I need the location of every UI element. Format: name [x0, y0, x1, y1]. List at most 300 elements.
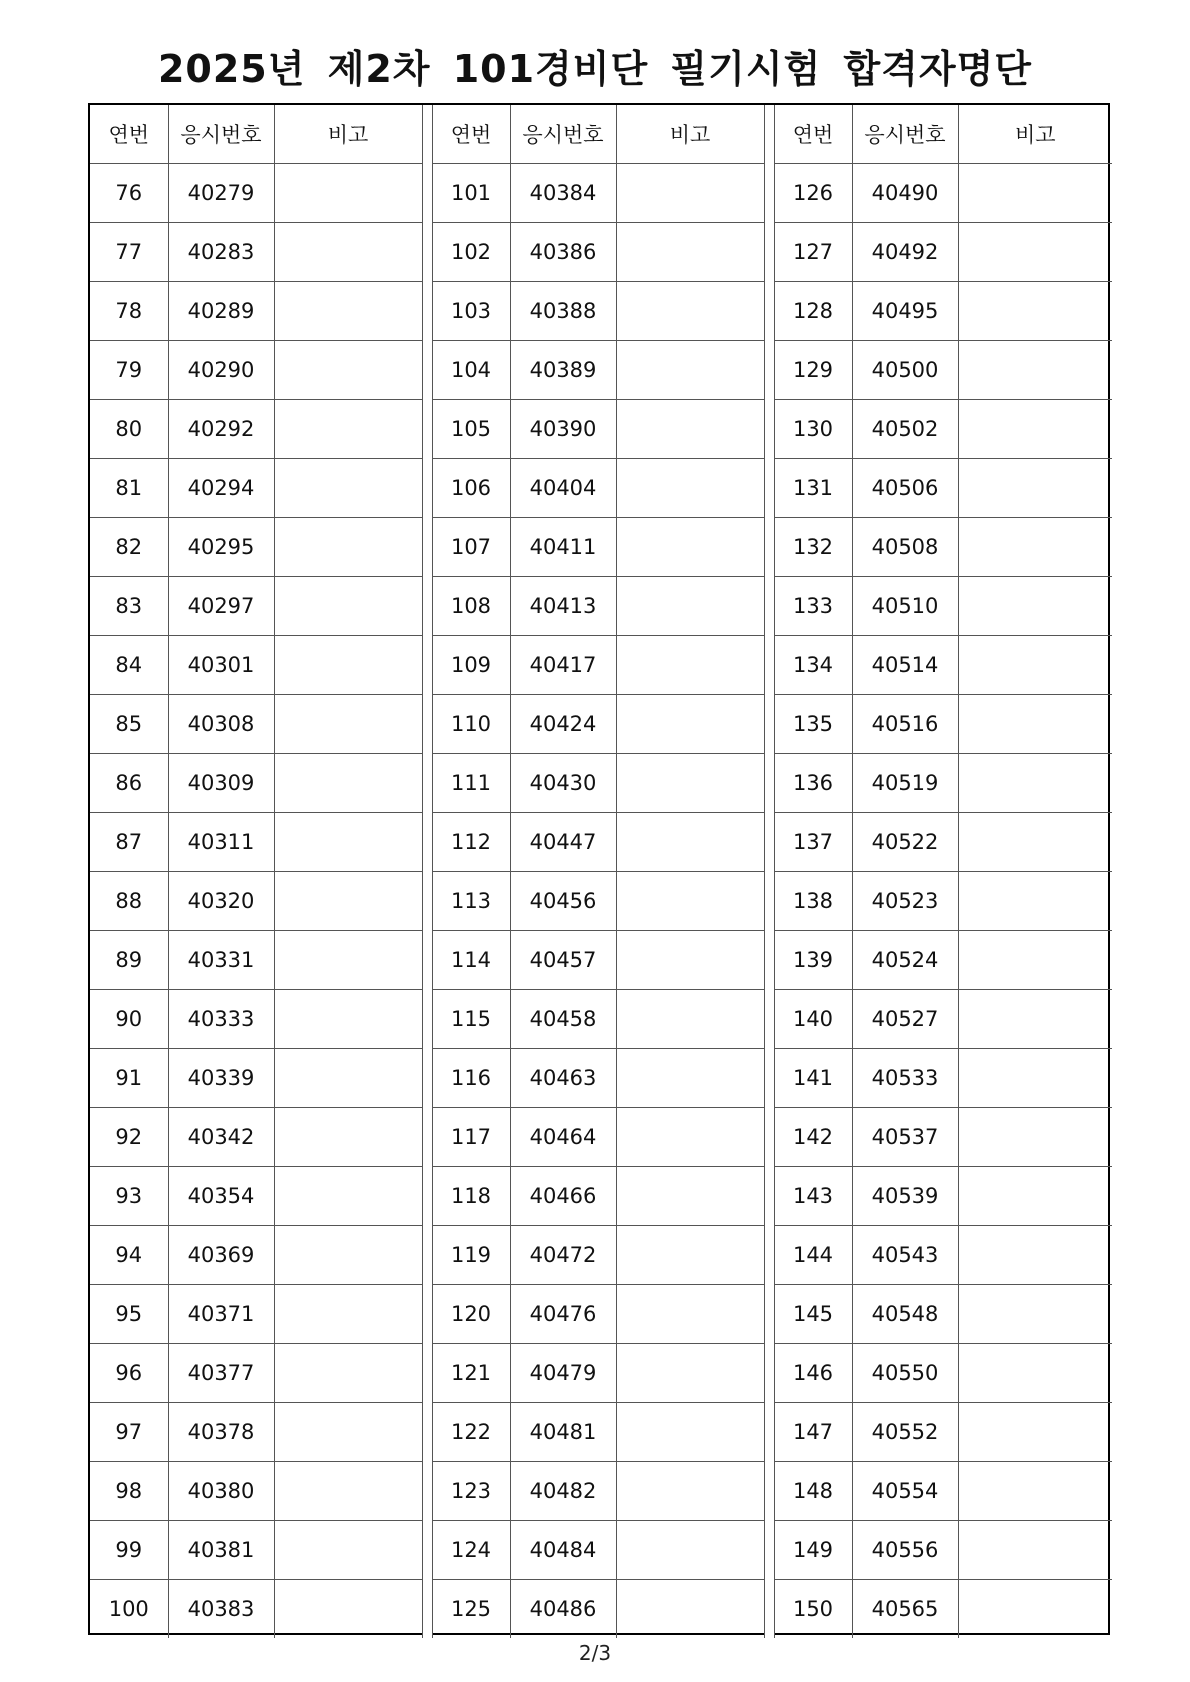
column-separator [422, 459, 432, 518]
cell-seq: 135 [774, 695, 852, 754]
cell-note [616, 931, 764, 990]
table-row [90, 813, 1112, 872]
cell-note [958, 1167, 1112, 1226]
cell-seq: 81 [90, 459, 168, 518]
cell-seq: 112 [432, 813, 510, 872]
cell-seq: 137 [774, 813, 852, 872]
cell-exam-no: 40537 [852, 1108, 958, 1167]
cell-exam-no: 40533 [852, 1049, 958, 1108]
cell-exam-no: 40519 [852, 754, 958, 813]
cell-seq: 82 [90, 518, 168, 577]
cell-note [274, 164, 422, 223]
column-separator [422, 695, 432, 754]
cell-seq: 150 [774, 1580, 852, 1639]
cell-exam-no: 40495 [852, 282, 958, 341]
cell-seq: 90 [90, 990, 168, 1049]
column-separator [422, 872, 432, 931]
cell-seq: 131 [774, 459, 852, 518]
cell-seq: 92 [90, 1108, 168, 1167]
cell-exam-no: 40378 [168, 1403, 274, 1462]
column-separator [764, 518, 774, 577]
cell-exam-no: 40331 [168, 931, 274, 990]
cell-exam-no: 40380 [168, 1462, 274, 1521]
cell-exam-no: 40479 [510, 1344, 616, 1403]
cell-note [958, 1403, 1112, 1462]
cell-seq: 140 [774, 990, 852, 1049]
column-separator [422, 223, 432, 282]
cell-exam-no: 40447 [510, 813, 616, 872]
column-separator [422, 1403, 432, 1462]
cell-seq: 126 [774, 164, 852, 223]
cell-note [616, 1049, 764, 1108]
cell-note [616, 1285, 764, 1344]
cell-note [958, 1521, 1112, 1580]
table-row [90, 1167, 1112, 1226]
table-row [90, 1226, 1112, 1285]
cell-note [274, 990, 422, 1049]
cell-exam-no: 40354 [168, 1167, 274, 1226]
cell-note [274, 400, 422, 459]
cell-seq: 115 [432, 990, 510, 1049]
cell-note [274, 1344, 422, 1403]
cell-exam-no: 40508 [852, 518, 958, 577]
cell-seq: 123 [432, 1462, 510, 1521]
table-row [90, 1462, 1112, 1521]
cell-exam-no: 40301 [168, 636, 274, 695]
cell-note [274, 1521, 422, 1580]
cell-seq: 87 [90, 813, 168, 872]
cell-note [616, 1580, 764, 1639]
cell-note [274, 1226, 422, 1285]
table-row [90, 282, 1112, 341]
cell-exam-no: 40308 [168, 695, 274, 754]
column-separator [764, 1580, 774, 1639]
cell-note [616, 1403, 764, 1462]
column-separator [422, 164, 432, 223]
cell-seq: 98 [90, 1462, 168, 1521]
cell-note [616, 636, 764, 695]
column-separator [422, 1167, 432, 1226]
column-separator [422, 341, 432, 400]
cell-seq: 85 [90, 695, 168, 754]
cell-seq: 109 [432, 636, 510, 695]
cell-note [958, 872, 1112, 931]
cell-exam-no: 40556 [852, 1521, 958, 1580]
cell-exam-no: 40523 [852, 872, 958, 931]
cell-note [958, 1226, 1112, 1285]
cell-note [616, 754, 764, 813]
cell-seq: 96 [90, 1344, 168, 1403]
table-row [90, 1285, 1112, 1344]
column-separator [422, 754, 432, 813]
cell-exam-no: 40289 [168, 282, 274, 341]
cell-exam-no: 40548 [852, 1285, 958, 1344]
cell-seq: 121 [432, 1344, 510, 1403]
cell-note [616, 1462, 764, 1521]
cell-exam-no: 40522 [852, 813, 958, 872]
cell-seq: 78 [90, 282, 168, 341]
column-separator [764, 1049, 774, 1108]
cell-note [958, 164, 1112, 223]
column-separator [764, 105, 774, 164]
cell-seq: 94 [90, 1226, 168, 1285]
cell-exam-no: 40295 [168, 518, 274, 577]
cell-seq: 107 [432, 518, 510, 577]
column-separator [422, 400, 432, 459]
cell-note [274, 636, 422, 695]
column-separator [422, 813, 432, 872]
cell-exam-no: 40386 [510, 223, 616, 282]
cell-seq: 91 [90, 1049, 168, 1108]
column-separator [764, 1167, 774, 1226]
cell-exam-no: 40294 [168, 459, 274, 518]
cell-seq: 89 [90, 931, 168, 990]
page-title: 2025년 제2차 101경비단 필기시험 합격자명단 [157, 47, 1033, 91]
pass-list-sheet [88, 103, 1110, 1635]
column-separator [422, 518, 432, 577]
cell-note [616, 1108, 764, 1167]
cell-note [274, 1285, 422, 1344]
column-separator [764, 813, 774, 872]
cell-exam-no: 40369 [168, 1226, 274, 1285]
header-exam-no: 응시번호 [510, 105, 616, 164]
cell-exam-no: 40311 [168, 813, 274, 872]
cell-note [958, 813, 1112, 872]
column-separator [764, 1285, 774, 1344]
table-row [90, 400, 1112, 459]
column-separator [764, 1521, 774, 1580]
cell-exam-no: 40524 [852, 931, 958, 990]
cell-note [616, 1521, 764, 1580]
table-row [90, 1049, 1112, 1108]
cell-note [958, 754, 1112, 813]
table-row [90, 577, 1112, 636]
cell-exam-no: 40333 [168, 990, 274, 1049]
cell-note [274, 223, 422, 282]
cell-note [274, 695, 422, 754]
cell-exam-no: 40371 [168, 1285, 274, 1344]
cell-seq: 132 [774, 518, 852, 577]
cell-note [958, 1049, 1112, 1108]
cell-note [616, 164, 764, 223]
cell-seq: 117 [432, 1108, 510, 1167]
table-row [90, 695, 1112, 754]
cell-seq: 84 [90, 636, 168, 695]
cell-note [958, 341, 1112, 400]
cell-seq: 97 [90, 1403, 168, 1462]
cell-seq: 86 [90, 754, 168, 813]
cell-seq: 138 [774, 872, 852, 931]
cell-exam-no: 40484 [510, 1521, 616, 1580]
cell-exam-no: 40490 [852, 164, 958, 223]
column-separator [422, 105, 432, 164]
column-separator [764, 636, 774, 695]
column-separator [422, 1226, 432, 1285]
cell-seq: 79 [90, 341, 168, 400]
cell-note [958, 400, 1112, 459]
cell-note [616, 990, 764, 1049]
table-row [90, 518, 1112, 577]
column-separator [764, 341, 774, 400]
cell-note [616, 1344, 764, 1403]
header-seq: 연번 [432, 105, 510, 164]
cell-note [958, 990, 1112, 1049]
cell-exam-no: 40290 [168, 341, 274, 400]
column-separator [764, 223, 774, 282]
cell-seq: 95 [90, 1285, 168, 1344]
cell-exam-no: 40486 [510, 1580, 616, 1639]
column-separator [422, 1580, 432, 1639]
table-row [90, 990, 1112, 1049]
cell-seq: 128 [774, 282, 852, 341]
cell-exam-no: 40458 [510, 990, 616, 1049]
cell-note [616, 459, 764, 518]
header-seq: 연번 [774, 105, 852, 164]
cell-exam-no: 40424 [510, 695, 616, 754]
cell-exam-no: 40320 [168, 872, 274, 931]
cell-exam-no: 40472 [510, 1226, 616, 1285]
column-separator [764, 282, 774, 341]
cell-seq: 136 [774, 754, 852, 813]
cell-seq: 114 [432, 931, 510, 990]
cell-exam-no: 40482 [510, 1462, 616, 1521]
cell-exam-no: 40292 [168, 400, 274, 459]
column-separator [422, 577, 432, 636]
cell-note [274, 1403, 422, 1462]
cell-note [616, 400, 764, 459]
cell-exam-no: 40464 [510, 1108, 616, 1167]
page-number: 2/3 [578, 1641, 612, 1665]
cell-exam-no: 40492 [852, 223, 958, 282]
column-separator [764, 164, 774, 223]
table-row [90, 223, 1112, 282]
cell-seq: 134 [774, 636, 852, 695]
column-separator [764, 754, 774, 813]
cell-seq: 147 [774, 1403, 852, 1462]
cell-exam-no: 40404 [510, 459, 616, 518]
cell-seq: 111 [432, 754, 510, 813]
cell-exam-no: 40283 [168, 223, 274, 282]
cell-exam-no: 40527 [852, 990, 958, 1049]
column-separator [422, 1049, 432, 1108]
header-exam-no: 응시번호 [168, 105, 274, 164]
cell-seq: 129 [774, 341, 852, 400]
cell-note [958, 1344, 1112, 1403]
column-separator [764, 459, 774, 518]
cell-seq: 80 [90, 400, 168, 459]
table-row [90, 636, 1112, 695]
header-row [90, 105, 1112, 164]
table-row [90, 1344, 1112, 1403]
column-separator [764, 1344, 774, 1403]
cell-note [616, 282, 764, 341]
column-separator [764, 695, 774, 754]
cell-seq: 143 [774, 1167, 852, 1226]
cell-seq: 76 [90, 164, 168, 223]
column-separator [422, 1344, 432, 1403]
cell-seq: 110 [432, 695, 510, 754]
cell-seq: 102 [432, 223, 510, 282]
column-separator [764, 400, 774, 459]
cell-seq: 148 [774, 1462, 852, 1521]
cell-exam-no: 40430 [510, 754, 616, 813]
cell-note [958, 282, 1112, 341]
header-seq: 연번 [90, 105, 168, 164]
cell-seq: 100 [90, 1580, 168, 1639]
table-row [90, 164, 1112, 223]
cell-exam-no: 40384 [510, 164, 616, 223]
cell-exam-no: 40550 [852, 1344, 958, 1403]
cell-exam-no: 40476 [510, 1285, 616, 1344]
cell-note [274, 931, 422, 990]
cell-seq: 104 [432, 341, 510, 400]
cell-note [616, 577, 764, 636]
cell-exam-no: 40342 [168, 1108, 274, 1167]
cell-note [958, 1462, 1112, 1521]
cell-exam-no: 40297 [168, 577, 274, 636]
cell-note [274, 1462, 422, 1521]
cell-note [274, 1167, 422, 1226]
cell-exam-no: 40417 [510, 636, 616, 695]
cell-note [616, 695, 764, 754]
cell-exam-no: 40506 [852, 459, 958, 518]
column-separator [422, 1285, 432, 1344]
cell-seq: 133 [774, 577, 852, 636]
column-separator [764, 1226, 774, 1285]
cell-note [958, 1580, 1112, 1639]
column-separator [764, 990, 774, 1049]
table-row [90, 1580, 1112, 1639]
cell-seq: 125 [432, 1580, 510, 1639]
cell-note [616, 1167, 764, 1226]
table-row [90, 341, 1112, 400]
cell-seq: 88 [90, 872, 168, 931]
cell-seq: 105 [432, 400, 510, 459]
cell-note [958, 518, 1112, 577]
cell-note [274, 1049, 422, 1108]
cell-note [958, 1285, 1112, 1344]
cell-seq: 103 [432, 282, 510, 341]
cell-exam-no: 40339 [168, 1049, 274, 1108]
cell-note [616, 1226, 764, 1285]
cell-note [958, 931, 1112, 990]
cell-seq: 124 [432, 1521, 510, 1580]
cell-seq: 144 [774, 1226, 852, 1285]
cell-seq: 141 [774, 1049, 852, 1108]
cell-exam-no: 40552 [852, 1403, 958, 1462]
cell-seq: 118 [432, 1167, 510, 1226]
cell-exam-no: 40377 [168, 1344, 274, 1403]
cell-seq: 145 [774, 1285, 852, 1344]
cell-seq: 122 [432, 1403, 510, 1462]
cell-seq: 127 [774, 223, 852, 282]
cell-seq: 130 [774, 400, 852, 459]
column-separator [422, 636, 432, 695]
pass-list-table [90, 105, 1112, 1638]
cell-seq: 101 [432, 164, 510, 223]
cell-exam-no: 40411 [510, 518, 616, 577]
cell-exam-no: 40381 [168, 1521, 274, 1580]
header-exam-no: 응시번호 [852, 105, 958, 164]
cell-seq: 106 [432, 459, 510, 518]
column-separator [764, 931, 774, 990]
cell-seq: 149 [774, 1521, 852, 1580]
column-separator [764, 872, 774, 931]
cell-note [274, 282, 422, 341]
cell-exam-no: 40383 [168, 1580, 274, 1639]
cell-seq: 99 [90, 1521, 168, 1580]
cell-note [274, 754, 422, 813]
cell-note [958, 636, 1112, 695]
cell-note [616, 341, 764, 400]
cell-note [274, 813, 422, 872]
cell-note [274, 518, 422, 577]
cell-seq: 119 [432, 1226, 510, 1285]
cell-exam-no: 40514 [852, 636, 958, 695]
cell-exam-no: 40516 [852, 695, 958, 754]
table-row [90, 1403, 1112, 1462]
cell-exam-no: 40539 [852, 1167, 958, 1226]
column-separator [764, 1403, 774, 1462]
cell-exam-no: 40510 [852, 577, 958, 636]
table-row [90, 754, 1112, 813]
cell-seq: 142 [774, 1108, 852, 1167]
cell-note [616, 223, 764, 282]
table-row [90, 931, 1112, 990]
cell-seq: 113 [432, 872, 510, 931]
cell-seq: 116 [432, 1049, 510, 1108]
cell-note [274, 1108, 422, 1167]
cell-exam-no: 40389 [510, 341, 616, 400]
cell-exam-no: 40413 [510, 577, 616, 636]
cell-note [616, 813, 764, 872]
cell-exam-no: 40388 [510, 282, 616, 341]
cell-exam-no: 40466 [510, 1167, 616, 1226]
cell-seq: 83 [90, 577, 168, 636]
cell-seq: 120 [432, 1285, 510, 1344]
cell-exam-no: 40309 [168, 754, 274, 813]
column-separator [422, 931, 432, 990]
cell-note [958, 695, 1112, 754]
cell-note [274, 577, 422, 636]
column-separator [764, 1462, 774, 1521]
cell-seq: 108 [432, 577, 510, 636]
table-row [90, 459, 1112, 518]
cell-exam-no: 40457 [510, 931, 616, 990]
column-separator [764, 1108, 774, 1167]
cell-note [958, 223, 1112, 282]
cell-seq: 146 [774, 1344, 852, 1403]
cell-note [958, 577, 1112, 636]
cell-seq: 139 [774, 931, 852, 990]
cell-exam-no: 40390 [510, 400, 616, 459]
header-note: 비고 [274, 105, 422, 164]
header-note: 비고 [958, 105, 1112, 164]
column-separator [422, 990, 432, 1049]
cell-note [274, 341, 422, 400]
cell-exam-no: 40279 [168, 164, 274, 223]
cell-note [274, 1580, 422, 1639]
cell-exam-no: 40502 [852, 400, 958, 459]
cell-note [616, 518, 764, 577]
cell-exam-no: 40543 [852, 1226, 958, 1285]
column-separator [422, 1108, 432, 1167]
cell-exam-no: 40554 [852, 1462, 958, 1521]
cell-seq: 77 [90, 223, 168, 282]
header-note: 비고 [616, 105, 764, 164]
table-row [90, 1108, 1112, 1167]
column-separator [422, 282, 432, 341]
